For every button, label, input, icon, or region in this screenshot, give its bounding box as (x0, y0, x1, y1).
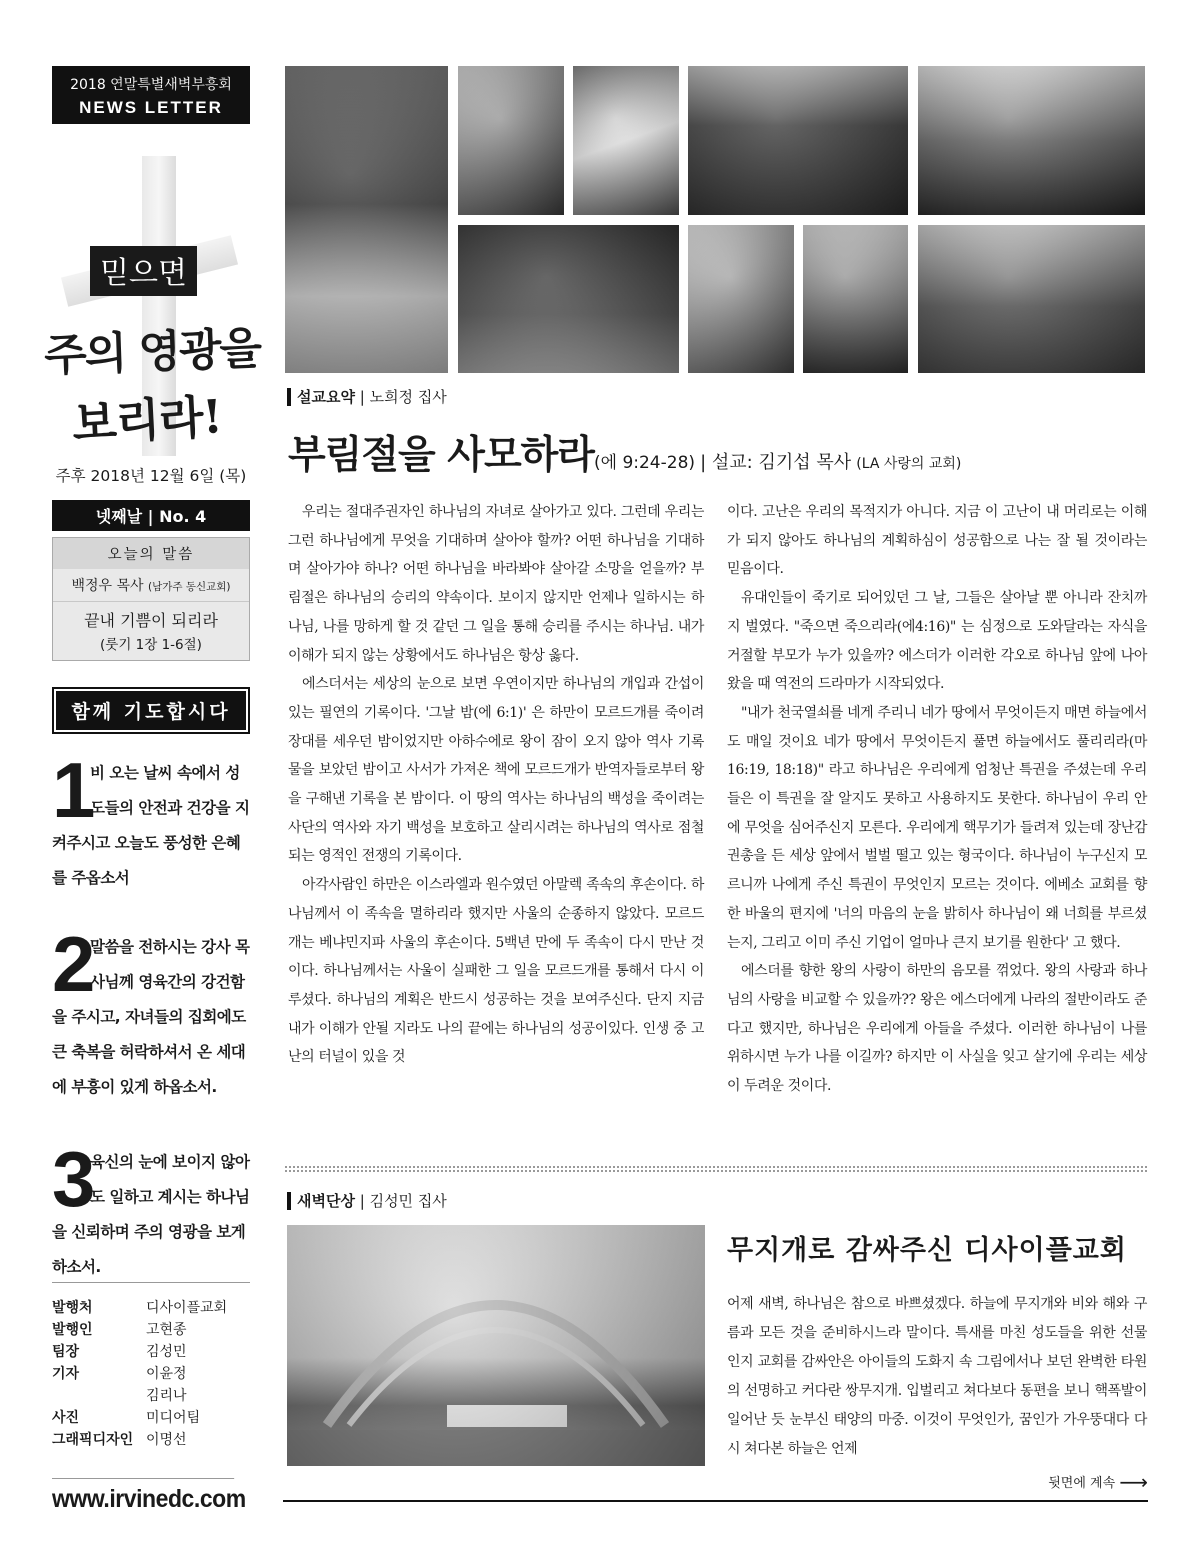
photo-youth (803, 225, 908, 373)
sermon-reference: (에 9:24-28) (593, 453, 696, 473)
todays-word-heading: 오늘의 말씀 (53, 538, 249, 569)
prayer-heading-text: 함께 기도합시다 (56, 691, 246, 730)
paragraph: 에스더서는 세상의 눈으로 보면 우연이지만 하나님의 개입과 간섭이 있는 필연의 기록이다. '그날 밤(에 6:1)' 은 하만이 모르드개를 죽이려 장대를 세우던 밤이었지만 아하수에로 왕이 잠이 오지 않아 역사 기록물을 보았던 밤이고 사서가 가져온 책에 모르드개가 반역자들로부터 왕을 구해낸 기록을 본 밤이다. 이 땅의 역사는 하나님의 백성을 죽이려는 사단의 역사와 자기 백성을 보호하고 살리시려는 하나님의 역사로 점철되는 영적인 전쟁의 기록이다. (288, 676, 704, 865)
pastor-church: (남가주 동신교회) (148, 581, 231, 593)
photo-child (458, 66, 564, 215)
photo-rainbow (287, 1225, 705, 1466)
prayer-number: 1 (52, 746, 96, 834)
sermon-title: 부림절을 사모하라 (288, 432, 594, 478)
staff-name: 이명선 (146, 1432, 187, 1448)
devotion-tag: 새벽단상 | 김성민 집사 (287, 1190, 447, 1211)
staff-name: 미디어팀 (146, 1410, 201, 1426)
theme-small: 믿으면 (90, 246, 197, 296)
staff-row (52, 1363, 250, 1385)
staff-row (52, 1297, 250, 1319)
staff-role: 그래픽디자인 (52, 1432, 134, 1448)
photo-worship-band (458, 225, 679, 373)
paragraph: 우리는 절대주권자인 하나님의 자녀로 살아가고 있다. 그런데 우리는 그런 하나님에게 무엇을 기대하며 살아야 할까? 어떤 하나님을 기대하며 살아가야 하나? 어떤 하나님을 바라봐야 살아갈 소망을 얻을까? 부림절은 하나님의 승리의 약속이다. 보이지 않지만 언제나 일하시는 하나님, 나를 망하게 할 것 같던 그 일을 통해 승리를 주시는 하나님. 내가 이해가 되지 않는 상황에서도 하나님은 항상 옳다. (288, 504, 704, 664)
staff-role: 팀장 (52, 1344, 80, 1360)
staff-role: 발행인 (52, 1322, 93, 1338)
devotion-tag-label: 새벽단상 (287, 1192, 355, 1210)
photo-bible (573, 66, 679, 215)
newsletter-label: NEWS LETTER (79, 98, 223, 117)
sermon-preacher-church: (LA 사랑의 교회) (856, 456, 962, 472)
sermon-headline (288, 424, 961, 480)
continued-note (1048, 1470, 1148, 1494)
sidebar-footer (52, 0, 250, 1553)
staff-name: 고현종 (146, 1322, 187, 1338)
photo-preacher (285, 66, 448, 373)
staff-role (52, 1385, 146, 1407)
photo-congregation-1 (688, 66, 908, 215)
staff-row (52, 1429, 250, 1451)
todays-word-title: 끝내 기쁨이 되리라 (53, 602, 249, 631)
pastor-name: 백정우 목사 (71, 578, 144, 594)
paragraph: "내가 천국열쇠를 네게 주리니 네가 땅에서 무엇이든지 매면 하늘에서도 매일 것이요 네가 땅에서 무엇이든지 풀면 하늘에서도 풀리리라(마16:19, 18:18)" 라고 하나님은 우리에게 엄청난 특권을 주셨는데 우리들은 이 특권을 잘 알지도 못하고 사용하지도 못한다. 하나님이 우리 안에 무엇을 심어주신지 모른다. 우리에게 핵무기가 들려져 있는데 장난감 권총을 든 세상 앞에서 벌벌 떨고 있는 형국이다. 하나님이 누구신지 모르니까 나에게 주신 특권이 무엇인지 모르는 것이다. 에베소 교회를 향한 바울의 편지에 '너의 마음의 눈을 밝히사 하나님이 왜 너희를 부르셨는지, 그리고 이미 주신 기업이 얼마나 큰지 보기를 원한다' 고 했다. (727, 704, 1147, 951)
sermon-tag: 설교요약 | 노희정 집사 (287, 386, 447, 407)
paragraph: 어제 새벽, 하나님은 참으로 바쁘셨겠다. 하늘에 무지개와 비와 해와 구름과 모든 것을 준비하시느라 말이다. 특새를 마친 성도들을 위한 선물인지 교회를 감싸안은 아이들의 도화지 속 그림에서나 보던 완벽한 타원의 선명하고 커다란 쌍무지개. 입벌리고 쳐다보다 동편을 보니 핵폭발이 일어난 듯 눈부신 태양의 마중. 이것이 무엇인가, 꿈인가 가우뚱대다 다시 쳐다본 하늘은 언제 (727, 1296, 1147, 1457)
todays-word-reference: (룻기 1장 1-6절) (53, 631, 249, 660)
rainbow-icon (287, 1225, 705, 1466)
prayer-text: 비 오는 날씨 속에서 성도들의 안전과 건강을 지켜주시고 오늘도 풍성한 은혜를 주옵소서 (52, 764, 250, 887)
theme-line-2: 보리라! (70, 389, 223, 451)
staff-list (52, 1282, 250, 1451)
continued-text: 뒷면에 계속 (1048, 1476, 1116, 1491)
paragraph: 에스더를 향한 왕의 사랑이 하만의 음모를 꺾었다. 왕의 사랑과 하나님의 사랑을 비교할 수 있을까?? 왕은 에스더에게 나라의 절반이라도 준다고 했지만, 하나님은 우리에게 아들을 주셨다. 이러한 하나님이 나를 위하시면 누가 나를 이길까? 하지만 이 사실을 잊고 살기에 우리는 세상이 두려운 것이다. (727, 963, 1147, 1095)
staff-row (52, 1407, 250, 1429)
staff-name: 김성민 (146, 1344, 187, 1360)
sermon-column-1 (288, 498, 704, 1072)
staff-row (52, 1385, 250, 1407)
sermon-tag-label: 설교요약 (287, 388, 355, 406)
website-link[interactable]: www.irvinedc.com (52, 1478, 234, 1514)
theme-line-1: 주의 영광을 (43, 323, 261, 382)
bottom-rule (283, 1500, 1148, 1502)
devotion-title: 무지개로 감싸주신 디사이플교회 (727, 1235, 1127, 1266)
photo-children-dancing (918, 225, 1145, 373)
staff-role: 사진 (52, 1410, 80, 1426)
staff-role: 기자 (52, 1366, 80, 1382)
paragraph: 유대인들이 죽기로 되어있던 그 날, 그들은 살아날 뿐 아니라 잔치까지 벌였다. "죽으면 죽으리라(에4:16)" 는 심정으로 도와달라는 자식을 거절할 부모가 누가 있을까? 에스더가 이러한 각오로 하나님 앞에 나아왔을 때 역전의 드라마가 시작되었다. (727, 590, 1147, 693)
issue-date: 주후 2018년 12월 6일 (목) (55, 467, 247, 485)
staff-role: 발행처 (52, 1300, 93, 1316)
staff-row (52, 1341, 250, 1363)
issue-number: 넷째날 | No. 4 (52, 500, 250, 531)
prayer-text: 말씀을 전하시는 강사 목사님께 영육간의 강건함을 주시고, 자녀들의 집회에도 큰 축복을 허락하셔서 온 세대에 부흥이 있게 하옵소서. (52, 938, 250, 1096)
sermon-column-2 (727, 498, 1147, 1101)
paragraph: 이다. 고난은 우리의 목적지가 아니다. 지금 이 고난이 내 머리로는 이해가 되지 않아도 하나님의 계획하심이 성공함으로 나는 잘 될 것이라는 믿음이다. (727, 504, 1147, 578)
paragraph: 아각사람인 하만은 이스라엘과 원수였던 아말렉 족속의 후손이다. 하나님께서 이 족속을 멸하리라 했지만 사울의 순종하지 않았다. 모르드개는 베냐민지파 사울의 후손이다. 5백년 만에 두 족속이 다시 만난 것이다. 하나님께서는 사울이 실패한 그 일을 모르드개를 통해서 다시 이루셨다. 하나님의 계획은 반드시 성공하는 것을 보여주신다. 단지 지금 내가 이해가 안될 지라도 나의 끝에는 하나님의 성공이있다. 인생 중 고난의 터널이 있을 것 (288, 877, 704, 1066)
prayer-number: 3 (52, 1135, 96, 1223)
prayer-number: 2 (52, 920, 96, 1008)
devotion-body (727, 1290, 1147, 1464)
staff-name: 김리나 (146, 1388, 187, 1404)
staff-name: 디사이플교회 (146, 1300, 228, 1316)
photo-congregation-2 (918, 66, 1145, 215)
devotion-writer: 김성민 집사 (369, 1192, 447, 1210)
photo-violin (688, 225, 794, 373)
event-title: 2018 연말특별새벽부흥회 (70, 77, 232, 93)
arrow-right-icon: ⟶ (1119, 1470, 1148, 1494)
section-divider (285, 1166, 1147, 1172)
sermon-preacher: | 설교: 김기섭 목사 (700, 452, 852, 473)
staff-row (52, 1319, 250, 1341)
prayer-text: 육신의 눈에 보이지 않아도 일하고 계시는 하나님을 신뢰하며 주의 영광을 보게 하소서. (52, 1153, 250, 1276)
sermon-writer: 노희정 집사 (369, 388, 447, 406)
staff-name: 이윤정 (146, 1366, 187, 1382)
